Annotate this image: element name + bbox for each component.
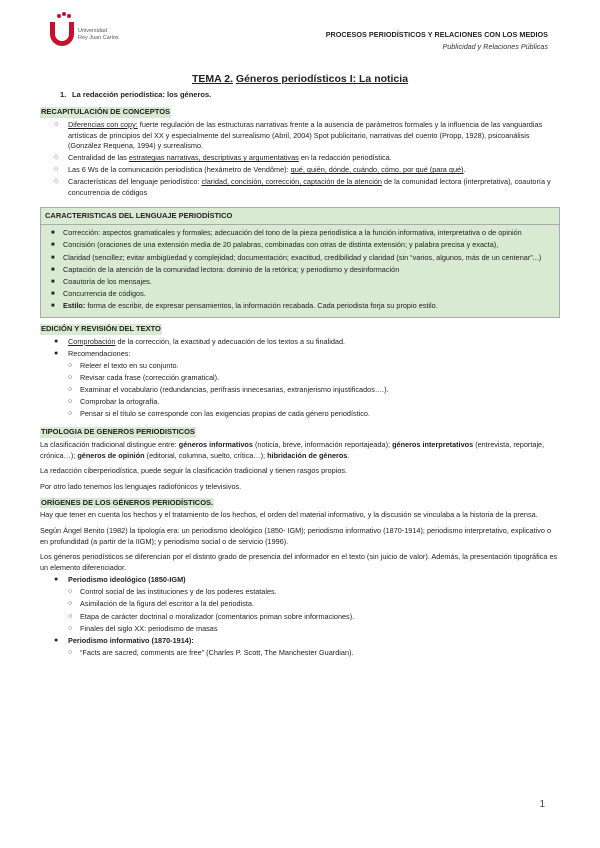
- ideologico-item-text: Asimilación de la figura del escritor a la del periodista.: [80, 599, 254, 609]
- list-item: [40, 599, 560, 610]
- bullet-icon: ●: [54, 337, 59, 345]
- university-logo: [50, 12, 130, 56]
- bold-term: hibridación de géneros: [267, 450, 348, 460]
- ring-bullet-icon: ○: [54, 154, 59, 162]
- recap-item-text: fuerte regulación de las estructuras narrativas frente a la ausencia de parámetros formales y la influencia de las vanguardias artísticas de principios del XX y especialmente del surrealismo (Abril, 2004) Spot publicitario, narrativas del cuento (Propp, 1928), psicoanálisis (González Requena, 1994) y surrealismo.: [68, 119, 543, 151]
- page-header: [0, 0, 600, 70]
- ring-bullet-icon: ○: [54, 166, 59, 174]
- square-bullet-icon: ■: [51, 290, 55, 297]
- list-item: [45, 228, 555, 239]
- recommendation-text: Revisar cada frase (corrección gramatical).: [80, 373, 220, 383]
- bold-term: géneros de opinión: [77, 450, 145, 460]
- list-item: [40, 385, 560, 396]
- list-item: [40, 648, 560, 659]
- box-item-text: Claridad (sencillez; evitar ambigüedad y complejidad; documentación; exactitud, credibilidad y claridad (sin “varios, algunos, más de un centenar”...): [63, 252, 542, 262]
- list-item: [45, 277, 555, 288]
- recap-item-underlined: Diferencias con copy:: [68, 119, 138, 129]
- recommendation-text: Comprobar la ortografía.: [80, 397, 160, 407]
- square-bullet-icon: ■: [51, 302, 55, 309]
- list-item: [40, 153, 560, 164]
- edicion-list: [40, 337, 560, 360]
- origenes-paragraph-3: Los géneros periodísticos se diferencian por el distinto grado de presencia del informador en el texto (sin juicio de valor). Además, la presentación tipográfica es un elemento diferenciador.: [40, 552, 558, 572]
- recap-list: [40, 120, 560, 199]
- list-item: [40, 624, 560, 635]
- box-item-text: Captación de la atención de la comunidad lectora: dominio de la retórica; y periodismo y desinformación: [63, 264, 400, 274]
- square-bullet-icon: ■: [51, 254, 55, 261]
- origenes-title: ORÍGENES DE LOS GÉNEROS PERIODÍSTICOS.: [41, 497, 214, 507]
- list-item: [45, 301, 555, 312]
- recommendation-text: Examinar el vocabulario (redundancias, perífrasis innecesarias, extranjerismo injustificados….).: [80, 385, 389, 395]
- characteristics-list: [45, 228, 555, 311]
- text-span: .: [347, 450, 350, 460]
- text-span: (entrevista, reportaje, crónica…);: [40, 440, 545, 460]
- bold-term: géneros interpretativos: [392, 440, 474, 450]
- list-item: [40, 575, 560, 586]
- ring-bullet-icon: ○: [68, 374, 73, 382]
- bullet-icon: ●: [54, 636, 59, 644]
- tipologia-title: TIPOLOGIA DE GENEROS PERIODISTICOS: [41, 427, 195, 437]
- list-item: [40, 120, 560, 152]
- u-logo-icon: [50, 22, 74, 46]
- ring-bullet-icon: ○: [54, 178, 59, 186]
- edicion-item-underlined: Comprobación: [68, 336, 116, 346]
- informativo-label: Periodismo informativo (1870-1914):: [68, 635, 194, 645]
- bullet-icon: ●: [54, 576, 59, 584]
- ring-bullet-icon: ○: [68, 588, 73, 596]
- tipologia-paragraph-2: La redacción ciberperiodística, puede seguir la clasificación tradicional y tienen rasgos propios.: [40, 466, 348, 476]
- box-item-text: Corrección: aspectos gramaticales y formales; adecuación del tono de la pieza periodística a la función informativa, interpretativa o de opinión: [63, 228, 522, 238]
- text-span: La clasificación tradicional distingue entre:: [40, 440, 179, 450]
- ideologico-list: [40, 575, 560, 586]
- recap-title: RECAPITULACIÓN DE CONCEPTOS: [41, 107, 171, 117]
- box-item-text: Concisión (oraciones de una extensión media de 20 palabras, combinadas con otras de distinta extensión; y palabra precisa y exacta),: [63, 240, 499, 250]
- list-item: [45, 253, 555, 264]
- recap-item-text: .: [463, 165, 466, 175]
- estilo-text: forma de escribir, de expresar pensamientos, la información recabada. Cada periodista forja su propio estilo.: [85, 300, 438, 310]
- recap-item-text: Centralidad de las: [68, 153, 129, 163]
- recommendations-list: [40, 361, 560, 420]
- list-item: [40, 349, 560, 360]
- list-item: [40, 409, 560, 420]
- subsection-text: La redacción periodística: los géneros.: [72, 90, 212, 100]
- recap-item-underlined: claridad, concisión, corrección, captación de la atención: [201, 177, 382, 187]
- list-item: [40, 587, 560, 598]
- box-item-text: Concurrencia de códigos.: [63, 288, 146, 298]
- text-span: (noticia, breve, información reportajeada);: [252, 440, 393, 450]
- ideologico-item-text: Etapa de carácter doctrinal o moralizador (comentarios priman sobre informaciones).: [80, 611, 355, 621]
- origenes-paragraph-2: Según Ángel Benito (1982) la tipología era: un periodismo ideológico (1850- IGM); periodismo informativo (1870-1914); periodismo interpretativo, explicativo o en profundidad (a partir de la IIGM); y periodismo social o de servicio (1996).: [40, 526, 552, 546]
- informativo-sublist: [40, 648, 560, 659]
- header-right: [326, 30, 548, 53]
- document-body: [40, 72, 560, 660]
- page-number: 1: [539, 799, 545, 810]
- topic-number: TEMA 2.: [191, 73, 233, 85]
- ideologico-label: Periodismo ideológico (1850-IGM): [68, 575, 186, 585]
- course-title: PROCESOS PERIODÍSTICOS Y RELACIONES CON LOS MEDIOS: [325, 30, 548, 39]
- bold-term: géneros informativos: [178, 440, 253, 450]
- list-item: [40, 361, 560, 372]
- list-item: [40, 636, 560, 647]
- ring-bullet-icon: ○: [68, 612, 73, 620]
- list-item: [40, 165, 560, 176]
- square-bullet-icon: ■: [51, 278, 55, 285]
- recap-item-underlined: qué, quién, dónde, cuándo, cómo, por qué (para qué): [290, 165, 464, 175]
- logo-line1: Universidad: [78, 28, 108, 34]
- ring-bullet-icon: ○: [68, 398, 73, 406]
- square-bullet-icon: ■: [51, 266, 55, 273]
- topic-heading: [40, 72, 560, 87]
- tipologia-paragraph-3: Por otro lado tenemos los lenguajes radiofónicos y televisivos.: [40, 481, 242, 491]
- edicion-title: EDICIÓN Y REVISIÓN DEL TEXTO: [41, 323, 161, 333]
- ideologico-item-text: Finales del siglo XX: periodismo de masas: [80, 623, 218, 633]
- ring-bullet-icon: ○: [54, 120, 59, 128]
- informativo-item-text: “Facts are sacred, comments are free” (Charles P. Scott, The Manchester Guardian).: [80, 647, 354, 657]
- subsection-heading: [60, 90, 560, 101]
- ring-bullet-icon: ○: [68, 410, 73, 418]
- ring-bullet-icon: ○: [68, 624, 73, 632]
- ideologico-sublist: [40, 587, 560, 634]
- recommendation-text: Pensar si el título se corresponde con las exigencias propias de cada género periodístico.: [80, 409, 371, 419]
- square-bullet-icon: ■: [51, 242, 55, 249]
- recommendation-text: Releer el texto en su conjunto.: [80, 360, 179, 370]
- list-item: [45, 289, 555, 300]
- ring-bullet-icon: ○: [68, 600, 73, 608]
- ring-bullet-icon: ○: [68, 386, 73, 394]
- recap-item-text: Las 6 Ws de la comunicación periodística (hexámetro de Vendôme):: [68, 165, 291, 175]
- list-item: [40, 397, 560, 408]
- subsection-number: 1.: [60, 90, 67, 100]
- edicion-item-text: de la corrección, la exactitud y adecuación de los textos a su finalidad.: [115, 336, 346, 346]
- recap-item-text: en la redacción periodística.: [298, 153, 392, 163]
- ring-bullet-icon: ○: [68, 361, 73, 369]
- informativo-list: [40, 636, 560, 647]
- square-bullet-icon: ■: [51, 230, 55, 237]
- estilo-label: Estilo:: [63, 300, 86, 310]
- list-item: [45, 265, 555, 276]
- tipologia-paragraph-1: [40, 440, 560, 461]
- bullet-icon: ●: [54, 349, 59, 357]
- list-item: [40, 373, 560, 384]
- logo-line2: Rey Juan Carlos: [78, 35, 119, 42]
- characteristics-box: [40, 207, 560, 318]
- ideologico-item-text: Control social de las instituciones y de los poderes estatales.: [80, 587, 277, 597]
- origenes-paragraph-1: Hay que tener en cuenta los hechos y el tratamiento de los hechos, el orden del material informativo, y la discusión se vinculaba a la historia de la prensa.: [40, 510, 538, 520]
- text-span: (editorial, columna, suelto, crítica…);: [144, 450, 268, 460]
- recap-item-underlined: estrategias narrativas, descriptivas y argumentativas: [128, 153, 299, 163]
- recap-item-text: Características del lenguaje periodístico:: [68, 177, 202, 187]
- logo-text: [78, 28, 119, 42]
- list-item: [45, 240, 555, 251]
- recap-item-text: de la comunidad lectora (interpretativa), coautoría y concurrencia de códigos: [68, 177, 551, 197]
- list-item: [40, 337, 560, 348]
- topic-title: Géneros periodísticos I: La noticia: [235, 73, 409, 85]
- course-subtitle: Publicidad y Relaciones Públicas: [442, 42, 548, 52]
- crown-icon: [57, 12, 71, 20]
- box-title: CARACTERISTICAS DEL LENGUAJE PERIODÍSTICO: [41, 211, 559, 226]
- ring-bullet-icon: ○: [68, 648, 73, 656]
- box-item-text: Coautoría de los mensajes.: [63, 276, 152, 286]
- edicion-item-text: Recomendaciones:: [68, 348, 131, 358]
- list-item: [40, 177, 560, 198]
- list-item: [40, 612, 560, 623]
